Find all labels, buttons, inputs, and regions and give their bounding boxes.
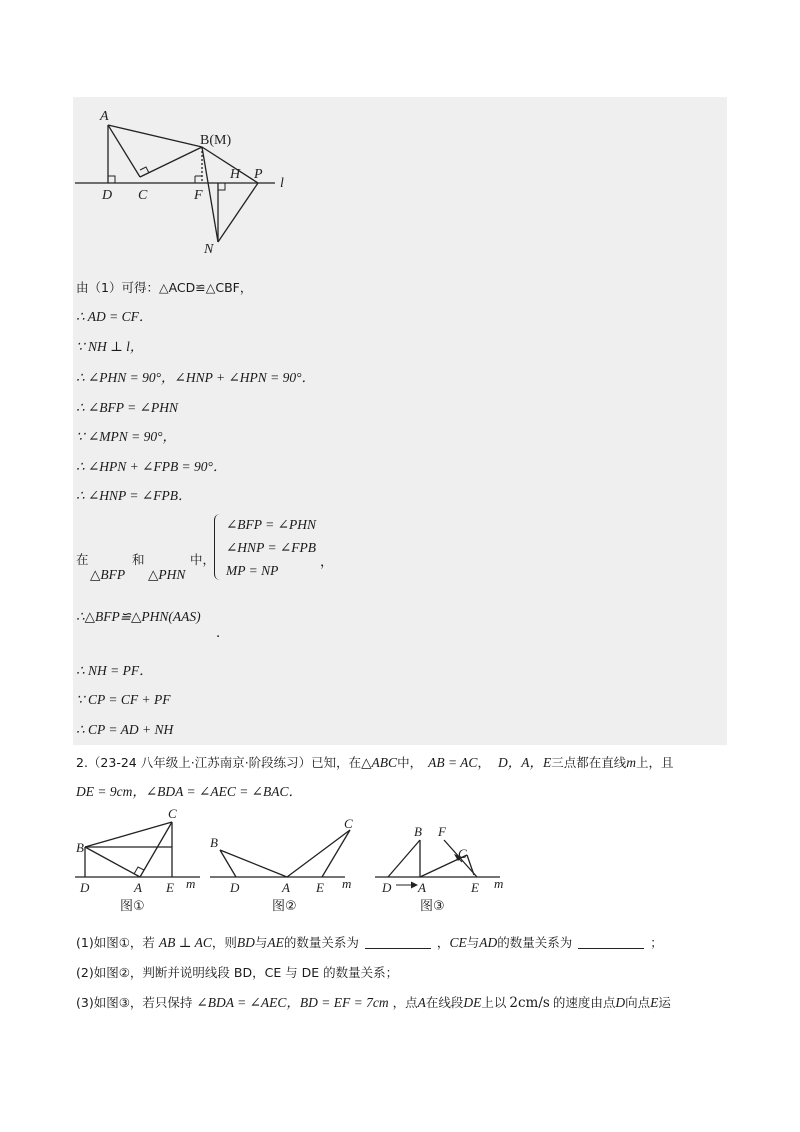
proof-line-8: ∴ ∠HNP = ∠FPB． bbox=[76, 488, 192, 503]
question-3: (3)如图③，若只保持 ∠BDA = ∠AEC，BD = EF = 7cm ，点A在线段DE上以 2cm/s 的速度由点D向点E运 bbox=[76, 995, 671, 1011]
label-l: l bbox=[280, 176, 284, 191]
caption-fig1: 图① bbox=[120, 899, 145, 914]
proof-line-7: ∴ ∠HPN + ∠FPB = 90°． bbox=[76, 459, 227, 474]
proof-line-5: ∴ ∠BFP = ∠PHN bbox=[76, 400, 178, 415]
f3-C: C bbox=[458, 846, 467, 861]
proof2-line-1: ∴ NH = PF． bbox=[76, 663, 153, 678]
f2-m: m bbox=[342, 876, 352, 891]
congruence-dot: ． bbox=[216, 625, 230, 641]
condition-2: ∠HNP = ∠FPB bbox=[226, 540, 316, 555]
label-D: D bbox=[102, 188, 113, 203]
condition-1: ∠BFP = ∠PHN bbox=[226, 517, 316, 532]
f3-D: D bbox=[382, 880, 392, 895]
answer-blank-2[interactable] bbox=[578, 948, 644, 949]
f2-A: A bbox=[282, 880, 290, 895]
f1-D: D bbox=[80, 880, 90, 895]
caption-fig3: 图③ bbox=[420, 899, 445, 914]
label-A: A bbox=[100, 109, 109, 124]
f3-A: A bbox=[418, 880, 426, 895]
f3-B: B bbox=[414, 824, 422, 839]
question-1: (1)如图①，若 AB ⊥ AC，则BD与AE的数量关系为 ，CE与AD的数量关系为 ； bbox=[76, 935, 663, 950]
f1-E: E bbox=[166, 880, 174, 895]
f1-A: A bbox=[134, 880, 142, 895]
question-2: (2)如图②，判断并说明线段 BD，CE 与 DE 的数量关系； bbox=[76, 965, 399, 980]
label-C: C bbox=[138, 188, 148, 203]
problem2-line2: DE = 9cm，∠BDA = ∠AEC = ∠BAC． bbox=[76, 784, 302, 799]
f1-B: B bbox=[76, 840, 84, 855]
f2-D: D bbox=[230, 880, 240, 895]
proof-line-2: ∴ AD = CF． bbox=[76, 309, 153, 324]
condition-3: MP = NP bbox=[226, 563, 279, 578]
congruence-zai: 在 bbox=[76, 552, 89, 567]
f3-E: E bbox=[471, 880, 479, 895]
congruence-he: 和 bbox=[132, 552, 145, 567]
f3-m: m bbox=[494, 876, 504, 891]
problem-figures bbox=[0, 800, 800, 920]
system-brace bbox=[214, 514, 223, 580]
congruence-comma: ， bbox=[320, 554, 334, 570]
f2-E: E bbox=[316, 880, 324, 895]
label-H: H bbox=[230, 167, 241, 182]
proof-line-4: ∴ ∠PHN = 90°，∠HNP + ∠HPN = 90°． bbox=[76, 370, 316, 385]
label-BM: B(M) bbox=[200, 133, 232, 148]
congruence-result: ∴△BFP≌△PHN(AAS) bbox=[76, 609, 201, 624]
label-N: N bbox=[204, 242, 214, 257]
f2-B: B bbox=[210, 835, 218, 850]
proof2-line-2: ∵ CP = CF + PF bbox=[76, 692, 171, 707]
problem2-line1: 2.（23-24 八年级上·江苏南京·阶段练习）已知，在△ABC中， AB = AC， D，A，E三点都在直线m上，且 bbox=[76, 755, 674, 770]
congruence-zhong: 中， bbox=[190, 552, 216, 567]
proof-line-6: ∵ ∠MPN = 90°， bbox=[76, 429, 177, 444]
proof2-line-3: ∴ CP = AD + NH bbox=[76, 722, 174, 737]
label-F: F bbox=[194, 188, 203, 203]
congruence-tri1: △BFP bbox=[90, 567, 126, 582]
f3-F: F bbox=[438, 824, 446, 839]
solution-figure bbox=[0, 0, 800, 260]
proof-line-1: 由（1）可得：△ACD≌△CBF， bbox=[76, 280, 253, 295]
f2-C: C bbox=[344, 816, 353, 831]
caption-fig2: 图② bbox=[272, 899, 297, 914]
proof-line-3: ∵ NH ⊥ l， bbox=[76, 339, 144, 354]
congruence-tri2: △PHN bbox=[148, 567, 186, 582]
label-P: P bbox=[254, 167, 263, 182]
f1-m: m bbox=[186, 876, 196, 891]
answer-blank-1[interactable] bbox=[365, 948, 431, 949]
f1-C: C bbox=[168, 806, 177, 821]
